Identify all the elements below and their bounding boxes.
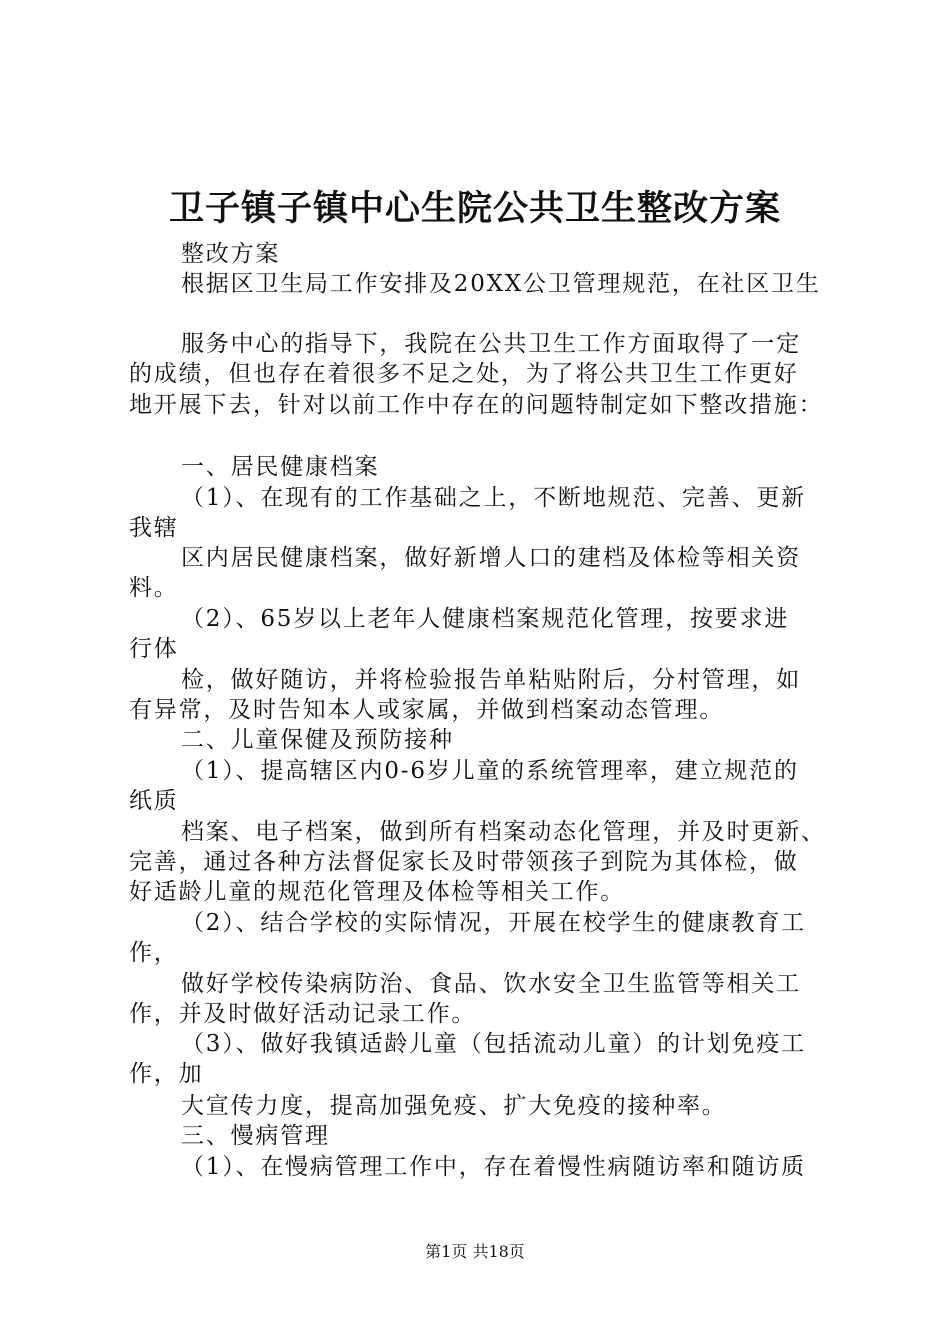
body-line-12: 行体: [129, 636, 179, 662]
body-line-1: 整改方案: [181, 241, 281, 267]
body-line-7: （1）、在现有的工作基础之上，不断地规范、完善、更新: [181, 485, 806, 511]
body-line-5: 地开展下去，针对以前工作中存在的问题特制定如下整改措施：: [129, 392, 824, 418]
body-line-25: （3）、做好我镇适龄儿童（包括流动儿童）的计划免疫工: [181, 1031, 806, 1057]
body-line-24: 作，并及时做好活动记录工作。: [129, 1001, 477, 1027]
body-line-18: 档案、电子档案，做到所有档案动态化管理，并及时更新、: [181, 819, 826, 845]
body-line-8: 我辖: [129, 515, 179, 541]
body-line-27: 大宣传力度，提高加强免疫、扩大免疫的接种率。: [181, 1093, 727, 1119]
body-line-20: 好适龄儿童的规范化管理及体检等相关工作。: [129, 879, 625, 905]
body-line-17: 纸质: [129, 788, 179, 814]
body-line-26: 作，加: [129, 1061, 204, 1087]
body-line-10: 料。: [129, 575, 179, 601]
body-line-2: 根据区卫生局工作安排及20XX公卫管理规范，在社区卫生: [181, 271, 821, 297]
section-heading-1: 一、居民健康档案: [181, 454, 380, 480]
body-line-3: 服务中心的指导下，我院在公共卫生工作方面取得了一定: [181, 331, 801, 357]
body-line-16: （1）、提高辖区内0-6岁儿童的系统管理率，建立规范的: [181, 758, 799, 784]
document-title: 卫子镇子镇中心生院公共卫生整改方案: [168, 188, 781, 229]
body-line-29: （1）、在慢病管理工作中，存在着慢性病随访率和随访质: [181, 1154, 806, 1180]
section-heading-2: 二、儿童保健及预防接种: [181, 727, 454, 753]
body-line-21: （2）、结合学校的实际情况，开展在校学生的健康教育工: [181, 910, 806, 936]
section-heading-3: 三、慢病管理: [181, 1123, 330, 1149]
body-line-22: 作，: [129, 940, 179, 966]
body-line-9: 区内居民健康档案，做好新增人口的建档及体检等相关资: [181, 545, 801, 571]
body-line-4: 的成绩，但也存在着很多不足之处，为了将公共卫生工作更好: [129, 361, 799, 387]
page-number: 第1页 共18页: [425, 1242, 525, 1261]
body-line-14: 有异常，及时告知本人或家属，并做到档案动态管理。: [129, 697, 725, 723]
body-line-19: 完善，通过各种方法督促家长及时带领孩子到院为其体检，做: [129, 849, 799, 875]
body-line-13: 检，做好随访，并将检验报告单粘贴附后，分村管理，如: [181, 667, 801, 693]
body-line-23: 做好学校传染病防治、食品、饮水安全卫生监管等相关工: [181, 971, 801, 997]
body-line-11: （2）、65岁以上老年人健康档案规范化管理，按要求进: [181, 606, 790, 632]
